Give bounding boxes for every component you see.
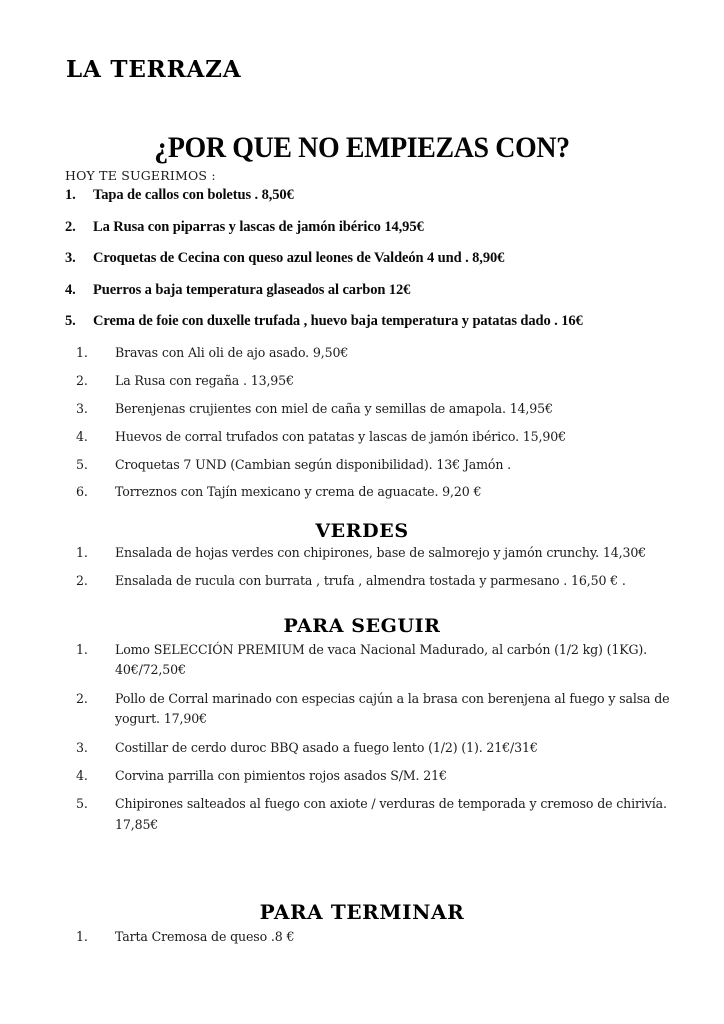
list-item-text: Puerros a baja temperatura glaseados al carbon 12€ xyxy=(93,281,411,298)
para-seguir-list xyxy=(60,640,670,843)
list-item xyxy=(60,738,670,758)
list-item-number: 1. xyxy=(65,187,76,203)
list-item xyxy=(65,313,665,330)
list-item-text: Pollo de Corral marinado con especias cajún a la brasa con berenjena al fuego y salsa de yogurt. 17,90€ xyxy=(115,690,670,727)
list-item-number: 1. xyxy=(76,545,88,560)
list-item-number: 3. xyxy=(65,250,76,267)
list-item-text: Tapa de callos con boletus . 8,50€ xyxy=(93,187,294,203)
list-item-number: 4. xyxy=(76,428,88,444)
list-item xyxy=(60,571,670,591)
list-item xyxy=(60,640,670,681)
list-item-number: 1. xyxy=(76,345,88,360)
para-terminar-list xyxy=(60,927,670,955)
list-item xyxy=(60,399,670,419)
section-heading-verdes: VERDES xyxy=(315,520,409,542)
brand-title: LA TERRAZA xyxy=(66,56,242,84)
suggestions-list xyxy=(65,187,665,345)
starters-list xyxy=(60,343,670,510)
list-item-text: Lomo SELECCIÓN PREMIUM de vaca Nacional Madurado, al carbón (1/2 kg) (1KG). 40€/72,50€ xyxy=(115,642,648,678)
list-item-text: La Rusa con regaña . 13,95€ xyxy=(115,372,294,388)
list-item-number: 2. xyxy=(65,218,76,235)
list-item-number: 6. xyxy=(76,484,88,500)
list-item xyxy=(65,282,665,299)
list-item-number: 2. xyxy=(76,690,88,706)
list-item xyxy=(60,766,670,786)
list-item-number: 3. xyxy=(76,739,88,755)
list-item-text: La Rusa con piparras y lascas de jamón ibérico 14,95€ xyxy=(93,218,424,235)
list-item-number: 5. xyxy=(76,456,88,472)
list-item-number: 1. xyxy=(76,642,88,657)
list-item xyxy=(60,427,670,447)
list-item xyxy=(65,250,665,267)
list-item xyxy=(60,371,670,391)
list-item-number: 5. xyxy=(76,796,88,812)
section-heading-para-seguir: PARA SEGUIR xyxy=(283,615,441,637)
list-item xyxy=(60,543,670,563)
list-item-text: Torreznos con Tajín mexicano y crema de aguacate. 9,20 € xyxy=(115,484,482,500)
verdes-list xyxy=(60,543,670,600)
list-item-text: Ensalada de hojas verdes con chipirones, base de salmorejo y jamón crunchy. 14,30€ xyxy=(115,545,647,560)
list-item xyxy=(60,927,670,947)
list-item xyxy=(65,187,665,204)
list-item-text: Chipirones salteados al fuego con axiote / verduras de temporada y cremoso de chirivía. 17,85€ xyxy=(115,796,667,832)
list-item-number: 3. xyxy=(76,400,88,416)
list-item-number: 4. xyxy=(65,281,76,298)
list-item-number: 1. xyxy=(76,929,88,944)
list-item xyxy=(65,219,665,236)
list-item-text: Bravas con Ali oli de ajo asado. 9,50€ xyxy=(115,345,349,360)
list-item-text: Ensalada de rucula con burrata , trufa , almendra tostada y parmesano . 16,50 € . xyxy=(115,573,626,589)
list-item-text: Tarta Cremosa de queso .8 € xyxy=(115,929,295,944)
list-item-text: Croquetas de Cecina con queso azul leones de Valdeón 4 und . 8,90€ xyxy=(93,250,505,267)
list-item-text: Croquetas 7 UND (Cambian según disponibilidad). 13€ Jamón . xyxy=(115,456,511,472)
list-item xyxy=(60,689,670,730)
suggestions-label: HOY TE SUGERIMOS : xyxy=(65,168,216,183)
page-title: ¿POR QUE NO EMPIEZAS CON? xyxy=(154,130,570,164)
list-item-number: 2. xyxy=(76,573,88,589)
list-item-text: Crema de foie con duxelle trufada , huevo baja temperatura y patatas dado . 16€ xyxy=(93,313,583,330)
list-item-number: 5. xyxy=(65,313,76,330)
section-heading-para-terminar: PARA TERMINAR xyxy=(259,900,465,924)
list-item xyxy=(60,482,670,502)
list-item xyxy=(60,343,670,363)
list-item-text: Huevos de corral trufados con patatas y lascas de jamón ibérico. 15,90€ xyxy=(115,428,566,444)
list-item-number: 2. xyxy=(76,372,88,388)
list-item-text: Corvina parrilla con pimientos rojos asados S/M. 21€ xyxy=(115,767,447,783)
list-item xyxy=(60,794,670,835)
list-item-text: Berenjenas crujientes con miel de caña y semillas de amapola. 14,95€ xyxy=(115,400,553,416)
list-item-text: Costillar de cerdo duroc BBQ asado a fuego lento (1/2) (1). 21€/31€ xyxy=(115,739,538,755)
list-item-number: 4. xyxy=(76,767,88,783)
list-item xyxy=(60,455,670,475)
